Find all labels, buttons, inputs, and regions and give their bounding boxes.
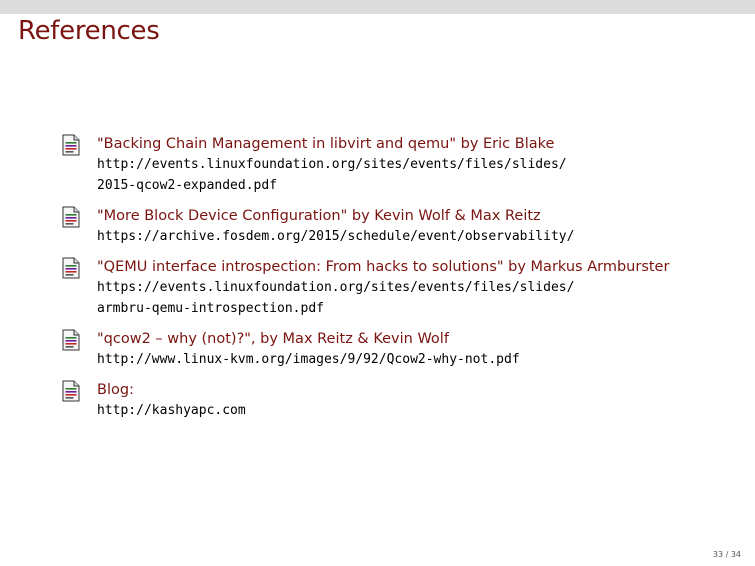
reference-title: "QEMU interface introspection: From hacks to solutions" by Markus Armburster xyxy=(97,259,670,275)
article-icon xyxy=(62,380,80,402)
article-icon xyxy=(62,134,80,156)
reference-url[interactable]: https://events.linuxfoundation.org/sites/events/files/slides/ xyxy=(97,280,575,295)
reference-url[interactable]: https://archive.fosdem.org/2015/schedule/event/observability/ xyxy=(97,229,575,244)
reference-title: "qcow2 – why (not)?", by Max Reitz & Kevin Wolf xyxy=(97,331,449,347)
reference-item xyxy=(62,206,742,247)
reference-url[interactable]: armbru-qemu-introspection.pdf xyxy=(97,301,324,316)
reference-url[interactable]: http://www.linux-kvm.org/images/9/92/Qcow2-why-not.pdf xyxy=(97,352,520,367)
reference-title: Blog: xyxy=(97,382,134,398)
reference-item xyxy=(62,134,742,196)
top-bar xyxy=(0,0,755,14)
reference-url[interactable]: 2015-qcow2-expanded.pdf xyxy=(97,178,278,193)
reference-url[interactable]: http://events.linuxfoundation.org/sites/events/files/slides/ xyxy=(97,157,567,172)
slide-title: References xyxy=(18,16,160,46)
reference-title: "Backing Chain Management in libvirt and qemu" by Eric Blake xyxy=(97,136,555,152)
reference-item xyxy=(62,380,742,421)
reference-item xyxy=(62,329,742,370)
reference-url[interactable]: http://kashyapc.com xyxy=(97,403,246,418)
page-number: 33 / 34 xyxy=(712,550,741,559)
reference-title: "More Block Device Configuration" by Kevin Wolf & Max Reitz xyxy=(97,208,541,224)
article-icon xyxy=(62,257,80,279)
reference-item xyxy=(62,257,742,319)
article-icon xyxy=(62,329,80,351)
article-icon xyxy=(62,206,80,228)
reference-list xyxy=(62,134,742,431)
